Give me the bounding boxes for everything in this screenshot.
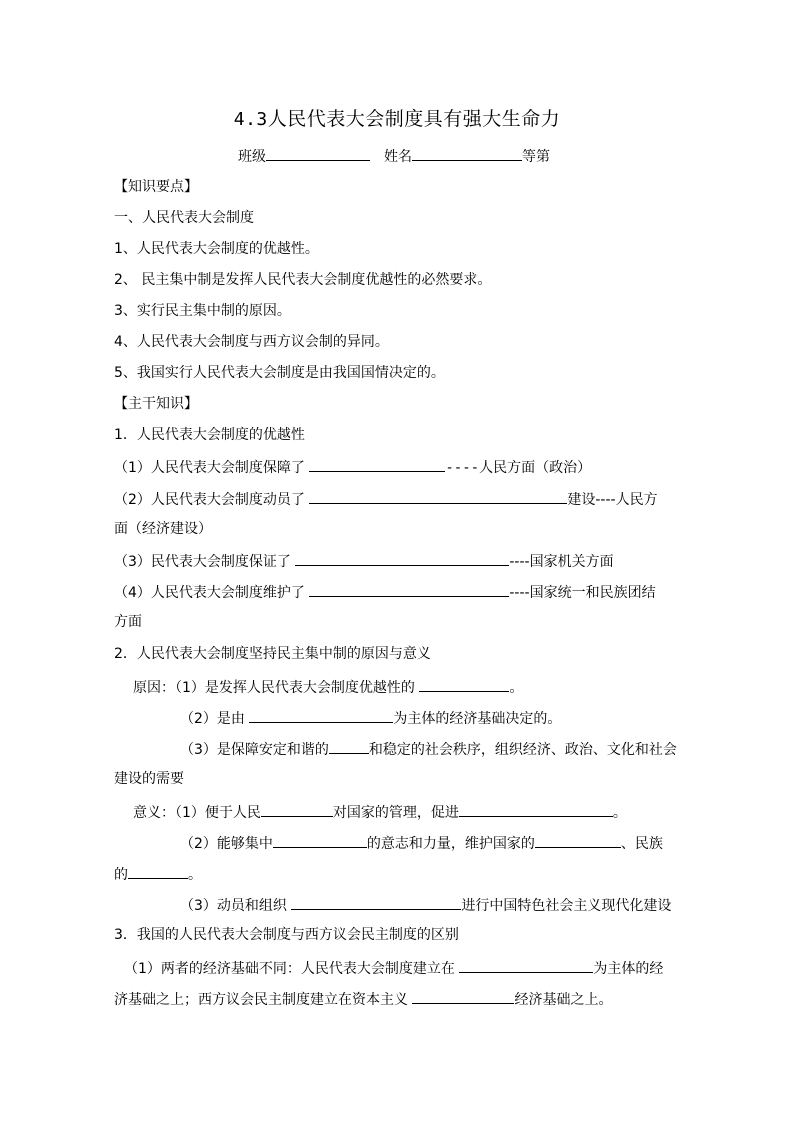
question-1-item-3: （3）民代表大会制度保证了 ----国家机关方面 <box>114 551 614 571</box>
question-1-item-1: （1）人民代表大会制度保障了 ----人民方面（政治） <box>114 457 591 477</box>
class-blank[interactable] <box>266 146 370 161</box>
meaning-3: （3）动员和组织 进行中国特色社会主义现代化建设 <box>180 895 671 915</box>
question-1-item-4: （4）人民代表大会制度维护了 ----国家统一和民族团结 <box>114 582 656 602</box>
fill-blank[interactable] <box>329 739 369 754</box>
title-text: 人民代表大会制度具有强大生命力 <box>267 108 561 130</box>
meaning-1: 意义：（1）便于人民 对国家的管理，促进 。 <box>133 802 627 822</box>
fill-blank[interactable] <box>295 551 509 566</box>
student-info-line <box>238 146 550 166</box>
fill-blank[interactable] <box>412 989 514 1004</box>
fill-blank[interactable] <box>273 833 367 848</box>
key-point-3: 3、实行民主集中制的原因。 <box>114 303 291 319</box>
fill-blank[interactable] <box>419 677 509 692</box>
reason-1: 原因：（1）是发挥人民代表大会制度优越性的 。 <box>133 677 523 697</box>
question-3-heading: 3．我国的人民代表大会制度与西方议会民主制度的区别 <box>114 927 459 943</box>
fill-blank[interactable] <box>249 708 393 723</box>
question-1-heading: 1．人民代表大会制度的优越性 <box>114 427 305 443</box>
fill-blank[interactable] <box>309 457 445 472</box>
reason-3-cont: 建设的需要 <box>114 771 184 787</box>
fill-blank[interactable] <box>459 958 593 973</box>
fill-blank[interactable] <box>261 802 333 817</box>
question-3-item-1-cont: 济基础之上；西方议会民主制度建立在资本主义 经济基础之上。 <box>114 989 612 1009</box>
meaning-2: （2）能够集中 的意志和力量，维护国家的 、民族 <box>180 833 663 853</box>
fill-blank[interactable] <box>459 802 613 817</box>
question-1-item-4-cont: 方面 <box>114 614 142 630</box>
reason-3: （3）是保障安定和谐的 和稳定的社会秩序，组织经济、政治、文化和社会 <box>180 739 677 759</box>
main-knowledge-heading: 【主干知识】 <box>114 396 198 412</box>
rank-label: 等第 <box>522 149 550 165</box>
question-2-heading: 2．人民代表大会制度坚持民主集中制的原因与意义 <box>114 646 431 662</box>
fill-blank[interactable] <box>535 833 621 848</box>
fill-blank[interactable] <box>128 864 188 879</box>
key-point-2: 2、 民主集中制是发挥人民代表大会制度优越性的必然要求。 <box>114 272 492 288</box>
fill-blank[interactable] <box>309 582 509 597</box>
question-1-item-2: （2）人民代表大会制度动员了 建设----人民方 <box>114 489 658 509</box>
key-points-heading: 【知识要点】 <box>114 179 198 195</box>
page-title <box>0 104 794 131</box>
part1-heading: 一、人民代表大会制度 <box>114 210 254 226</box>
key-point-4: 4、人民代表大会制度与西方议会制的异同。 <box>114 334 389 350</box>
title-number: 4.3 <box>233 109 268 130</box>
question-3-item-1: （1）两者的经济基础不同：人民代表大会制度建立在 为主体的经 <box>124 958 663 978</box>
meaning-2-cont: 的 。 <box>114 864 202 884</box>
class-label: 班级 <box>238 149 266 165</box>
name-label: 姓名 <box>384 149 412 165</box>
fill-blank[interactable] <box>291 895 461 910</box>
name-blank[interactable] <box>412 146 522 161</box>
key-point-1: 1、人民代表大会制度的优越性。 <box>114 241 319 257</box>
question-1-item-2-cont: 面（经济建设） <box>114 521 212 537</box>
fill-blank[interactable] <box>309 489 567 504</box>
key-point-5: 5、我国实行人民代表大会制度是由我国国情决定的。 <box>114 365 445 381</box>
reason-2: （2）是由 为主体的经济基础决定的。 <box>180 708 561 728</box>
